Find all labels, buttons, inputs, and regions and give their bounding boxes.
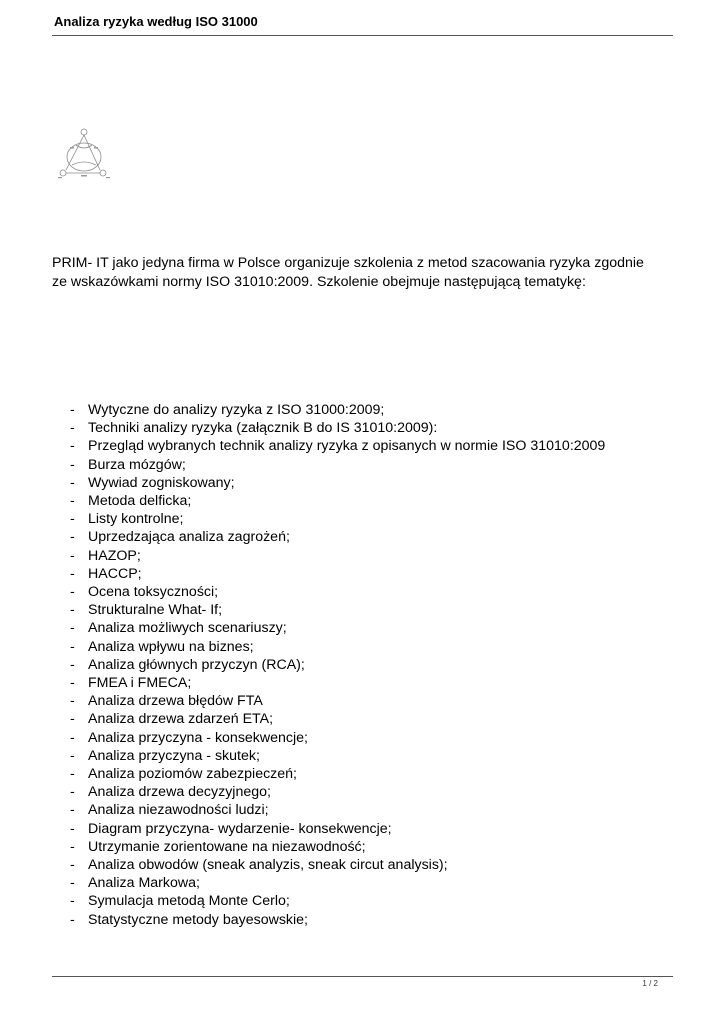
topic-list-item [70,892,605,910]
topic-text: Analiza obwodów (sneak analyzis, sneak circut analysis); [88,857,448,874]
list-marker: - [70,547,75,564]
topic-text: Uprzedzająca analiza zagrożeń; [88,529,290,546]
list-marker: - [70,656,75,673]
list-marker: - [70,911,75,928]
topic-list-item [70,692,605,710]
topic-list-item [70,729,605,747]
risk-cycle-logo-icon [56,125,114,183]
topic-text: Wywiad zogniskowany; [88,474,235,491]
topic-list-item [70,838,605,856]
topic-text: Analiza przyczyna - skutek; [88,747,260,764]
list-marker: - [70,638,75,655]
list-marker: - [70,711,75,728]
list-marker: - [70,747,75,764]
list-marker: - [70,402,75,418]
topic-text: Statystyczne metody bayesowskie; [88,911,309,928]
topic-text: FMEA i FMECA; [88,675,192,692]
topic-text: Listy kontrolne; [88,511,184,528]
list-marker: - [70,493,75,510]
topic-list-item [70,638,605,656]
topic-list-item [70,510,605,528]
topic-text: Diagram przyczyna- wydarzenie- konsekwencje; [88,820,392,837]
intro-paragraph [52,254,677,292]
topic-text: Utrzymanie zorientowane na niezawodność; [88,838,366,855]
topic-text: Analiza drzewa zdarzeń ETA; [88,711,274,728]
topic-text: Analiza Markowa; [88,875,200,892]
topic-list-item [70,710,605,728]
list-marker: - [70,565,75,582]
topic-text: Analiza przyczyna - konsekwencje; [88,729,309,746]
topic-text: Strukturalne What- If; [88,602,223,619]
topic-text: Wytyczne do analizy ryzyka z ISO 31000:2009; [88,402,385,418]
list-marker: - [70,584,75,601]
topic-list-item [70,656,605,674]
topic-text: Analiza głównych przyczyn (RCA); [88,656,305,673]
list-marker: - [70,620,75,637]
topic-text: Metoda delficka; [88,493,192,510]
topic-text: Techniki analizy ryzyka (załącznik B do IS 31010:2009): [88,420,438,437]
topic-list-item [70,528,605,546]
topic-list-item [70,492,605,510]
list-marker: - [70,875,75,892]
topic-text: Analiza wpływu na biznes; [88,638,254,655]
list-marker: - [70,456,75,473]
topic-text: Analiza możliwych scenariuszy; [88,620,287,637]
topic-list-item [70,783,605,801]
topic-list-item [70,619,605,637]
list-marker: - [70,675,75,692]
list-marker: - [70,438,75,455]
topic-text: Analiza niezawodności ludzi; [88,802,269,819]
topic-list-item [70,474,605,492]
training-topics-list [70,401,605,929]
list-marker: - [70,529,75,546]
topic-text: Przegląd wybranych technik analizy ryzyka z opisanych w normie ISO 31010:2009 [88,438,606,455]
list-marker: - [70,893,75,910]
topic-list-item [70,583,605,601]
topic-text: Analiza drzewa decyzyjnego; [88,784,271,801]
topic-list-item [70,401,605,419]
topic-list-item [70,747,605,765]
list-marker: - [70,602,75,619]
topic-text: HAZOP; [88,547,141,564]
list-marker: - [70,511,75,528]
list-marker: - [70,729,75,746]
header-divider [52,35,673,36]
footer-divider [52,976,673,977]
topic-list-item [70,801,605,819]
topic-list-item [70,674,605,692]
topic-list-item [70,565,605,583]
list-marker: - [70,857,75,874]
list-marker: - [70,693,75,710]
list-marker: - [70,474,75,491]
topic-list-item [70,419,605,437]
topic-list-item [70,765,605,783]
topic-list-item [70,874,605,892]
document-title: Analiza ryzyka według ISO 31000 [54,14,258,29]
list-marker: - [70,838,75,855]
topic-text: Symulacja metodą Monte Cerlo; [88,893,290,910]
topic-list-item [70,437,605,455]
list-marker: - [70,820,75,837]
topic-list-item [70,547,605,565]
list-marker: - [70,784,75,801]
intro-line: ze wskazówkami normy ISO 31010:2009. Szkolenie obejmuje następującą tematykę: [52,274,586,290]
topic-text: HACCP; [88,565,142,582]
topic-list-item [70,856,605,874]
topic-text: Analiza drzewa błędów FTA [88,693,263,710]
intro-line: PRIM- IT jako jedyna firma w Polsce organizuje szkolenia z metod szacowania ryzyka zgodnie [52,255,644,271]
topic-list-item [70,601,605,619]
topic-list-item [70,911,605,929]
topic-text: Ocena toksyczności; [88,584,219,601]
topic-text: Burza mózgów; [88,456,186,473]
topic-list-item [70,456,605,474]
list-marker: - [70,766,75,783]
topic-text: Analiza poziomów zabezpieczeń; [88,766,297,783]
list-marker: - [70,420,75,437]
page-number: 1 / 2 [642,979,658,988]
list-marker: - [70,802,75,819]
topic-list-item [70,820,605,838]
